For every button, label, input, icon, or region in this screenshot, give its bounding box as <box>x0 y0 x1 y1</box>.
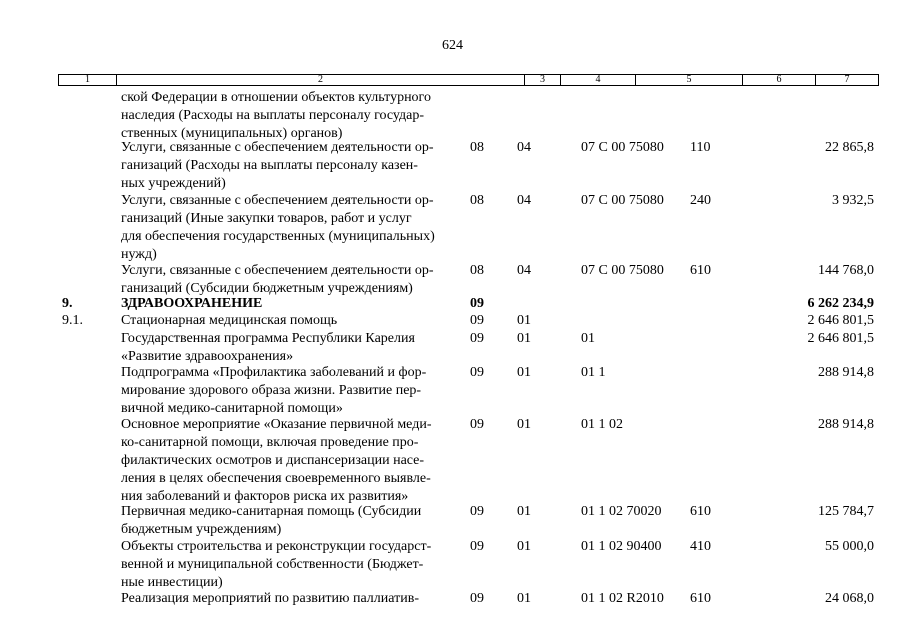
row-name: Основное мероприятие «Оказание первичной меди- ко-санитарной помощи, включая проведение про- филактических осмотров и диспансеризации насе- ления в целях обеспечения своевременного выявле- ния заболеваний и факторов риска их развития» <box>121 417 432 504</box>
column-header-6: 6 <box>743 75 816 85</box>
column-header-4: 4 <box>561 75 636 85</box>
expense-type-code: 610 <box>690 591 711 606</box>
row-name: Услуги, связанные с обеспечением деятельности ор- ганизаций (Субсидии бюджетным учреждениям) <box>121 263 434 296</box>
amount: 6 262 234,9 <box>807 296 874 311</box>
amount: 24 068,0 <box>825 591 874 606</box>
subsection-code: 01 <box>517 591 531 606</box>
page-number: 624 <box>442 38 463 53</box>
amount: 2 646 801,5 <box>807 313 874 328</box>
amount: 125 784,7 <box>818 504 874 519</box>
section-code: 08 <box>470 193 484 208</box>
subsection-code: 04 <box>517 193 531 208</box>
row-number: 9. <box>62 296 73 311</box>
target-article-code: 01 1 02 <box>581 417 623 432</box>
column-header-1: 1 <box>59 75 117 85</box>
subsection-code: 01 <box>517 365 531 380</box>
row-name: Услуги, связанные с обеспечением деятельности ор- ганизаций (Расходы на выплаты персоналу казен- ных учреждений) <box>121 140 434 191</box>
target-article-code: 01 <box>581 331 595 346</box>
column-header-3: 3 <box>525 75 561 85</box>
section-code: 09 <box>470 417 484 432</box>
section-code: 09 <box>470 296 484 311</box>
section-code: 09 <box>470 313 484 328</box>
target-article-code: 07 С 00 75080 <box>581 193 664 208</box>
amount: 3 932,5 <box>832 193 874 208</box>
subsection-code: 01 <box>517 313 531 328</box>
target-article-code: 01 1 <box>581 365 606 380</box>
section-code: 08 <box>470 140 484 155</box>
expense-type-code: 610 <box>690 263 711 278</box>
row-name: Государственная программа Республики Карелия «Развитие здравоохранения» <box>121 331 415 364</box>
column-header-7: 7 <box>844 74 850 85</box>
subsection-code: 04 <box>517 263 531 278</box>
section-code: 09 <box>470 539 484 554</box>
subsection-code: 01 <box>517 331 531 346</box>
target-article-code: 07 С 00 75080 <box>581 140 664 155</box>
expense-type-code: 410 <box>690 539 711 554</box>
row-name: Подпрограмма «Профилактика заболеваний и фор- мирование здорового образа жизни. Развитие пер- вичной медико-санитарной помощи» <box>121 365 427 416</box>
section-code: 08 <box>470 263 484 278</box>
row-name: Стационарная медицинская помощь <box>121 313 338 328</box>
target-article-code: 01 1 02 90400 <box>581 539 662 554</box>
section-code: 09 <box>470 591 484 606</box>
column-header-2: 2 <box>117 75 525 85</box>
subsection-code: 01 <box>517 539 531 554</box>
section-code: 09 <box>470 504 484 519</box>
subsection-code: 04 <box>517 140 531 155</box>
section-code: 09 <box>470 365 484 380</box>
row-name: Объекты строительства и реконструкции государст- венной и муниципальной собственности (Бюджет- ные инвестиции) <box>121 539 432 590</box>
subsection-code: 01 <box>517 504 531 519</box>
target-article-code: 01 1 02 R2010 <box>581 591 664 606</box>
row-name: Реализация мероприятий по развитию паллиатив- <box>121 591 420 606</box>
expense-type-code: 610 <box>690 504 711 519</box>
target-article-code: 01 1 02 70020 <box>581 504 662 519</box>
column-header-5: 5 <box>636 75 743 85</box>
target-article-code: 07 С 00 75080 <box>581 263 664 278</box>
amount: 55 000,0 <box>825 539 874 554</box>
amount: 2 646 801,5 <box>807 331 874 346</box>
amount: 22 865,8 <box>825 140 874 155</box>
expense-type-code: 110 <box>690 140 711 155</box>
row-name: Первичная медико-санитарная помощь (Субсидии бюджетным учреждениям) <box>121 504 422 537</box>
section-code: 09 <box>470 331 484 346</box>
subsection-code: 01 <box>517 417 531 432</box>
row-name: ской Федерации в отношении объектов культурного наследия (Расходы на выплаты персоналу государ- ственных (муниципальных) органов) <box>121 90 431 141</box>
amount: 288 914,8 <box>818 417 874 432</box>
amount: 144 768,0 <box>818 263 874 278</box>
expense-type-code: 240 <box>690 193 711 208</box>
row-name: ЗДРАВООХРАНЕНИЕ <box>121 296 263 311</box>
row-name: Услуги, связанные с обеспечением деятельности ор- ганизаций (Иные закупки товаров, работ и услуг для обеспечения государственных (муниципальных) нужд) <box>121 193 435 262</box>
row-number: 9.1. <box>62 313 83 328</box>
amount: 288 914,8 <box>818 365 874 380</box>
table-header <box>58 74 879 86</box>
